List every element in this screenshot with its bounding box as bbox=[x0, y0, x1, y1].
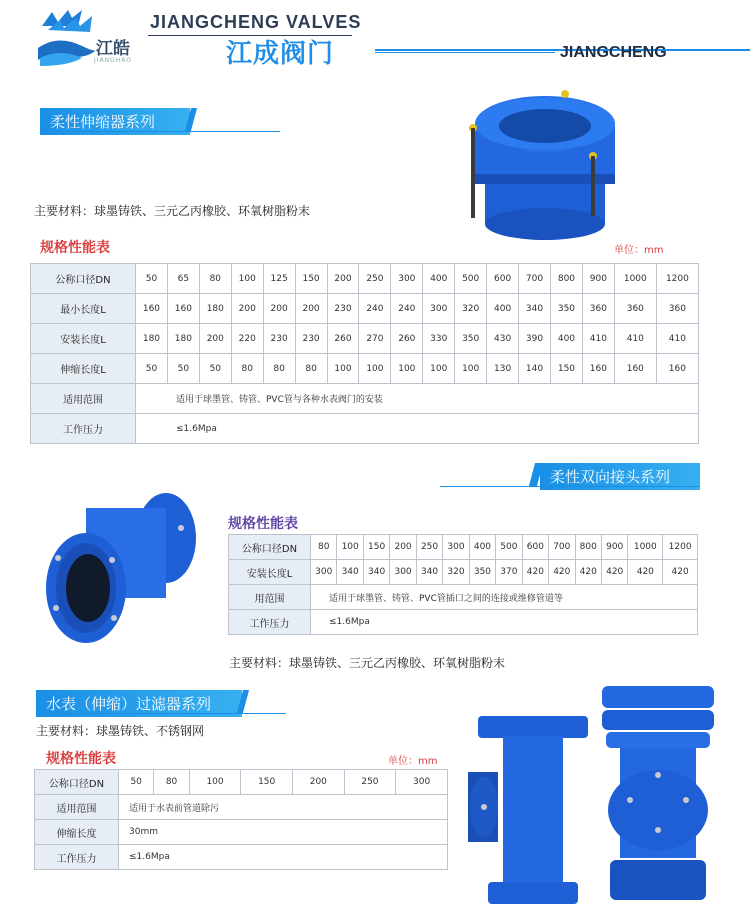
table-cell: 240 bbox=[391, 294, 423, 324]
logo-cn-text: 江皓 bbox=[96, 39, 130, 59]
table-cell: 1200 bbox=[656, 264, 698, 294]
section1-banner-rule bbox=[40, 131, 280, 132]
table-cell: 100 bbox=[189, 770, 241, 795]
table-cell: 80 bbox=[199, 264, 231, 294]
table-cell: 340 bbox=[416, 560, 442, 585]
brand-name-en: JIANGCHENG VALVES bbox=[150, 12, 362, 32]
table-cell: 150 bbox=[363, 535, 389, 560]
table-cell: 600 bbox=[522, 535, 548, 560]
table-row bbox=[31, 414, 699, 444]
filter-tee-product-image bbox=[468, 712, 598, 910]
section2-spec-title: 规格性能表 bbox=[228, 516, 298, 532]
table-cell: 400 bbox=[550, 324, 582, 354]
section1-banner: 柔性伸缩器系列 bbox=[40, 108, 190, 135]
section1-unit: 单位：mm bbox=[614, 245, 664, 256]
table-cell: 600 bbox=[487, 264, 519, 294]
table-cell: 1000 bbox=[628, 535, 663, 560]
table-cell: 适用于球墨管、铸管、PVC管与各种水表阀门的安装 bbox=[136, 384, 699, 414]
table-cell: 410 bbox=[656, 324, 698, 354]
table-cell: 65 bbox=[167, 264, 199, 294]
table-row bbox=[35, 845, 448, 870]
table-cell: 100 bbox=[359, 354, 391, 384]
section2-banner-rule bbox=[440, 486, 700, 487]
table-cell: 260 bbox=[391, 324, 423, 354]
table-cell: 900 bbox=[582, 264, 614, 294]
table-cell: 100 bbox=[337, 535, 363, 560]
table-cell: 200 bbox=[231, 294, 263, 324]
row-label: 工作压力 bbox=[35, 845, 119, 870]
coupling-product-image bbox=[26, 488, 201, 650]
table-row bbox=[31, 384, 699, 414]
table-cell: 370 bbox=[496, 560, 522, 585]
table-cell: 360 bbox=[582, 294, 614, 324]
table-cell: 1000 bbox=[614, 264, 656, 294]
section1-spec-title: 规格性能表 bbox=[40, 240, 110, 256]
table-row bbox=[31, 294, 699, 324]
table-cell: 350 bbox=[469, 560, 495, 585]
section3-spec-table bbox=[34, 769, 448, 870]
table-cell: 180 bbox=[167, 324, 199, 354]
table-cell: 200 bbox=[263, 294, 295, 324]
table-cell: ≤1.6Mpa bbox=[136, 414, 699, 444]
table-cell: 80 bbox=[311, 535, 337, 560]
table-cell: 700 bbox=[519, 264, 551, 294]
table-cell: 220 bbox=[231, 324, 263, 354]
table-cell: 50 bbox=[167, 354, 199, 384]
table-cell: 360 bbox=[614, 294, 656, 324]
table-cell: 200 bbox=[295, 294, 327, 324]
table-cell: 320 bbox=[455, 294, 487, 324]
table-row bbox=[35, 795, 448, 820]
section2-banner: 柔性双向接头系列 bbox=[540, 463, 700, 490]
table-cell: 50 bbox=[119, 770, 154, 795]
table-cell: 420 bbox=[628, 560, 663, 585]
table-cell: 400 bbox=[487, 294, 519, 324]
row-label: 用范围 bbox=[229, 585, 311, 610]
table-cell: 适用于水表前管道除污 bbox=[119, 795, 448, 820]
table-cell: 320 bbox=[443, 560, 469, 585]
strainer-product-image bbox=[600, 680, 716, 910]
brand-name-cn: 江成阀门 bbox=[226, 39, 335, 69]
table-cell: 360 bbox=[656, 294, 698, 324]
table-cell: 160 bbox=[656, 354, 698, 384]
table-row bbox=[35, 820, 448, 845]
table-row bbox=[31, 324, 699, 354]
table-cell: 400 bbox=[423, 264, 455, 294]
table-cell: 420 bbox=[522, 560, 548, 585]
table-cell: 100 bbox=[327, 354, 359, 384]
table-cell: 50 bbox=[199, 354, 231, 384]
table-cell: 100 bbox=[423, 354, 455, 384]
row-label: 公称口径DN bbox=[35, 770, 119, 795]
logo-sub-text: JIANGHAO bbox=[94, 57, 133, 64]
row-label: 伸缩长度 bbox=[35, 820, 119, 845]
table-cell: 250 bbox=[344, 770, 396, 795]
table-cell: 80 bbox=[295, 354, 327, 384]
table-row bbox=[31, 264, 699, 294]
section3-unit: 单位：mm bbox=[388, 756, 438, 767]
table-cell: 800 bbox=[575, 535, 601, 560]
row-label: 公称口径DN bbox=[229, 535, 311, 560]
expansion-joint-product-image bbox=[465, 84, 625, 244]
table-cell: 260 bbox=[327, 324, 359, 354]
table-cell: 800 bbox=[550, 264, 582, 294]
table-cell: 420 bbox=[575, 560, 601, 585]
table-row bbox=[35, 770, 448, 795]
table-cell: 390 bbox=[519, 324, 551, 354]
table-cell: 适用于球墨管、铸管、PVC管插口之间的连接或维修管道等 bbox=[311, 585, 698, 610]
table-cell: 230 bbox=[295, 324, 327, 354]
table-cell: 420 bbox=[601, 560, 627, 585]
section3-material: 主要材料：球墨铸铁、不锈钢网 bbox=[36, 724, 205, 738]
table-cell: 500 bbox=[496, 535, 522, 560]
table-cell: 250 bbox=[359, 264, 391, 294]
table-cell: 200 bbox=[390, 535, 416, 560]
table-cell: 200 bbox=[293, 770, 345, 795]
row-label: 公称口径DN bbox=[31, 264, 136, 294]
table-cell: 80 bbox=[154, 770, 189, 795]
table-cell: 270 bbox=[359, 324, 391, 354]
table-row bbox=[229, 535, 698, 560]
row-label: 安装长度L bbox=[31, 324, 136, 354]
table-cell: 150 bbox=[295, 264, 327, 294]
section3-banner: 水表（伸缩）过滤器系列 bbox=[36, 690, 242, 717]
section1-material: 主要材料：球墨铸铁、三元乙丙橡胶、环氧树脂粉末 bbox=[34, 204, 311, 218]
table-cell: 200 bbox=[199, 324, 231, 354]
section1-spec-table bbox=[30, 263, 699, 444]
table-cell: 300 bbox=[396, 770, 448, 795]
table-cell: 420 bbox=[663, 560, 698, 585]
table-cell: 180 bbox=[136, 324, 168, 354]
table-cell: 300 bbox=[423, 294, 455, 324]
table-cell: 100 bbox=[231, 264, 263, 294]
table-row bbox=[229, 585, 698, 610]
row-label: 适用范围 bbox=[31, 384, 136, 414]
table-cell: 410 bbox=[582, 324, 614, 354]
table-cell: 140 bbox=[519, 354, 551, 384]
table-cell: 300 bbox=[311, 560, 337, 585]
table-cell: 160 bbox=[614, 354, 656, 384]
table-cell: 430 bbox=[487, 324, 519, 354]
table-cell: 300 bbox=[391, 264, 423, 294]
table-cell: 410 bbox=[614, 324, 656, 354]
table-cell: 50 bbox=[136, 354, 168, 384]
table-cell: 230 bbox=[263, 324, 295, 354]
table-cell: 330 bbox=[423, 324, 455, 354]
section3-spec-title: 规格性能表 bbox=[46, 751, 116, 767]
row-label: 安装长度L bbox=[229, 560, 311, 585]
table-cell: 700 bbox=[549, 535, 575, 560]
row-label: 伸缩长度L bbox=[31, 354, 136, 384]
table-cell: 125 bbox=[263, 264, 295, 294]
table-cell: 80 bbox=[263, 354, 295, 384]
table-cell: 340 bbox=[337, 560, 363, 585]
table-cell: 80 bbox=[231, 354, 263, 384]
table-cell: 100 bbox=[455, 354, 487, 384]
table-cell: 100 bbox=[391, 354, 423, 384]
table-cell: 30mm bbox=[119, 820, 448, 845]
table-cell: 400 bbox=[469, 535, 495, 560]
row-label: 工作压力 bbox=[229, 610, 311, 635]
table-cell: ≤1.6Mpa bbox=[119, 845, 448, 870]
table-cell: 500 bbox=[455, 264, 487, 294]
table-cell: 300 bbox=[390, 560, 416, 585]
row-label: 适用范围 bbox=[35, 795, 119, 820]
table-cell: 200 bbox=[327, 264, 359, 294]
section3-banner-rule bbox=[36, 713, 286, 714]
table-cell: 160 bbox=[582, 354, 614, 384]
section2-spec-table bbox=[228, 534, 698, 635]
table-cell: 180 bbox=[199, 294, 231, 324]
table-cell: 150 bbox=[550, 354, 582, 384]
table-cell: 160 bbox=[167, 294, 199, 324]
table-cell: 160 bbox=[136, 294, 168, 324]
table-cell: 420 bbox=[549, 560, 575, 585]
section2-material: 主要材料：球墨铸铁、三元乙丙橡胶、环氧树脂粉末 bbox=[229, 656, 506, 670]
table-cell: 340 bbox=[519, 294, 551, 324]
row-label: 工作压力 bbox=[31, 414, 136, 444]
table-cell: ≤1.6Mpa bbox=[311, 610, 698, 635]
table-cell: 900 bbox=[601, 535, 627, 560]
table-cell: 150 bbox=[241, 770, 293, 795]
table-row bbox=[229, 610, 698, 635]
table-cell: 350 bbox=[550, 294, 582, 324]
table-cell: 1200 bbox=[663, 535, 698, 560]
row-label: 最小长度L bbox=[31, 294, 136, 324]
table-cell: 130 bbox=[487, 354, 519, 384]
table-row bbox=[31, 354, 699, 384]
table-cell: 50 bbox=[136, 264, 168, 294]
table-cell: 240 bbox=[359, 294, 391, 324]
header-brand-right: JIANGCHENG bbox=[560, 44, 667, 61]
table-cell: 340 bbox=[363, 560, 389, 585]
table-cell: 250 bbox=[416, 535, 442, 560]
table-cell: 350 bbox=[455, 324, 487, 354]
table-row bbox=[229, 560, 698, 585]
table-cell: 300 bbox=[443, 535, 469, 560]
table-cell: 230 bbox=[327, 294, 359, 324]
header-rule-thin bbox=[375, 52, 555, 53]
